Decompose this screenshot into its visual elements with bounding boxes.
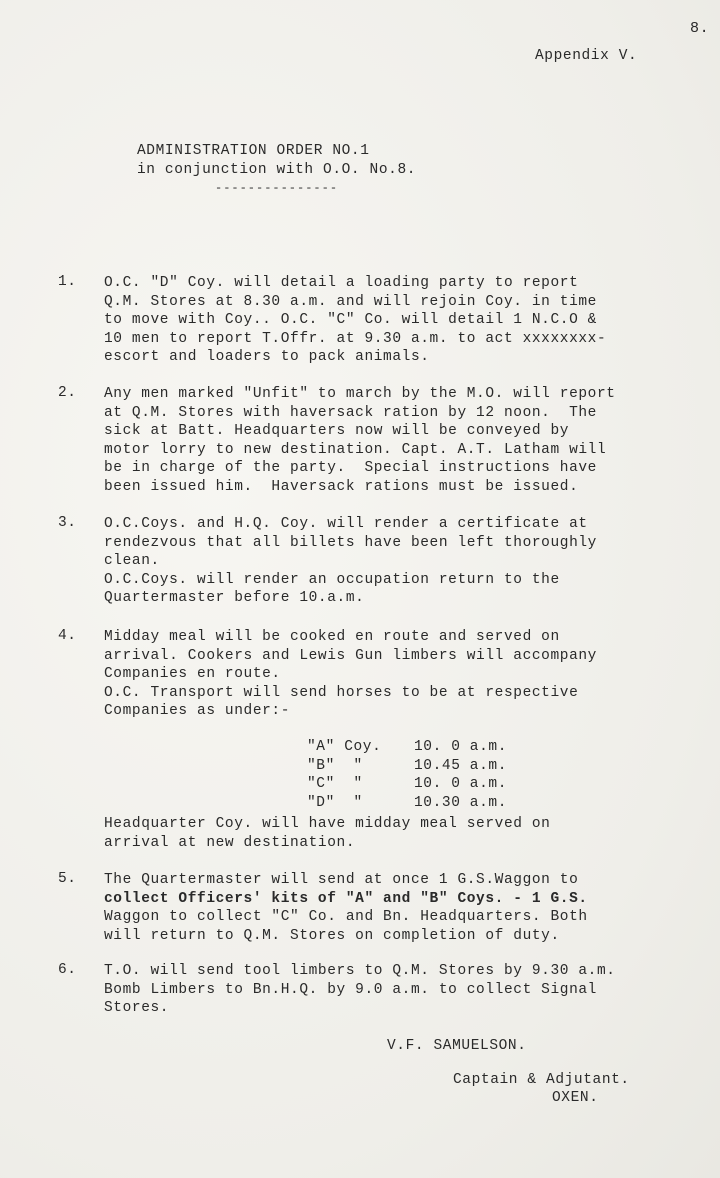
paragraph-line: been issued him. Haversack rations must be issued. — [104, 478, 579, 495]
paragraph-line: motor lorry to new destination. Capt. A.T. Latham will — [104, 441, 607, 458]
signatory-name: V.F. SAMUELSON. — [387, 1038, 527, 1054]
signatory-title: Captain & Adjutant. — [453, 1072, 630, 1088]
paragraph-line: Companies as under:- — [104, 703, 291, 719]
paragraph-line: to move with Coy.. O.C. "C" Co. will detail 1 N.C.O & — [104, 312, 597, 328]
paragraph-line: Stores. — [104, 1000, 170, 1016]
table-row — [307, 757, 507, 776]
time-cell: 10.45 a.m. — [414, 757, 508, 774]
order-title: ADMINISTRATION ORDER NO.1 — [137, 143, 370, 159]
signatory-unit: OXEN. — [552, 1090, 599, 1106]
paragraph-line: Any men marked "Unfit" to march by the M.O. will report — [104, 386, 616, 402]
paragraph-line: O.C.Coys. will render an occupation return to the — [104, 571, 560, 588]
title-underline: --------------- — [215, 181, 339, 195]
paragraph-number: 3. — [58, 515, 77, 531]
paragraph-number: 4. — [58, 628, 77, 644]
paragraph-number: 5. — [58, 871, 77, 887]
paragraph-number: 1. — [58, 274, 77, 290]
table-row — [307, 738, 507, 757]
paragraph-line: will return to Q.M. Stores on completion of duty. — [104, 927, 560, 944]
paragraph-line: Q.M. Stores at 8.30 a.m. and will rejoin Coy. in time — [104, 293, 597, 310]
company-cell: "B" " — [307, 757, 363, 774]
company-cell: "C" " — [307, 776, 363, 792]
paragraph-line: Headquarter Coy. will have midday meal served on — [104, 816, 551, 832]
paragraph-line: O.C. "D" Coy. will detail a loading party to report — [104, 275, 579, 291]
horse-schedule-table — [307, 738, 507, 812]
paragraph-line: Bomb Limbers to Bn.H.Q. by 9.0 a.m. to collect Signal — [104, 981, 597, 998]
paragraph-line: O.C.Coys. and H.Q. Coy. will render a certificate at — [104, 516, 588, 532]
company-cell: "A" Coy. — [307, 739, 382, 755]
paragraph-line: clean. — [104, 553, 160, 569]
paragraph-line: rendezvous that all billets have been left thoroughly — [104, 534, 597, 551]
paragraph-line: Midday meal will be cooked en route and served on — [104, 629, 560, 645]
paragraph-line: escort and loaders to pack animals. — [104, 349, 430, 365]
company-cell: "D" " — [307, 794, 363, 811]
paragraph-line: 10 men to report T.Offr. at 9.30 a.m. to act xxxxxxxx- — [104, 330, 607, 347]
paragraph-number: 2. — [58, 385, 77, 401]
page-number: 8. — [690, 20, 710, 37]
paragraph-1 — [104, 274, 606, 367]
appendix-label: Appendix V. — [535, 48, 638, 64]
paragraph-2 — [104, 385, 616, 496]
order-subtitle: in conjunction with O.O. No.8. — [137, 162, 417, 178]
paragraph-line: Waggon to collect "C" Co. and Bn. Headquarters. Both — [104, 909, 588, 925]
table-row — [307, 794, 507, 813]
paragraph-line: T.O. will send tool limbers to Q.M. Stores by 9.30 a.m. — [104, 963, 616, 979]
paragraph-line: arrival. Cookers and Lewis Gun limbers will accompany — [104, 647, 597, 664]
time-cell: 10.30 a.m. — [414, 794, 508, 811]
paragraph-5 — [104, 871, 588, 945]
paragraph-6 — [104, 962, 616, 1018]
paragraph-4 — [104, 628, 597, 721]
paragraph-line: The Quartermaster will send at once 1 G.S.Waggon to — [104, 872, 579, 888]
paragraph-number: 6. — [58, 962, 77, 978]
paragraph-line: collect Officers' kits of "A" and "B" Coys. - 1 G.S. — [104, 890, 588, 907]
paragraph-line: arrival at new destination. — [104, 834, 356, 851]
time-cell: 10. 0 a.m. — [414, 776, 508, 792]
paragraph-line: at Q.M. Stores with haversack ration by 12 noon. The — [104, 404, 597, 421]
paragraph-line: be in charge of the party. Special instructions have — [104, 460, 597, 476]
paragraph-4-continuation — [104, 815, 550, 852]
paragraph-line: Companies en route. — [104, 666, 281, 682]
table-row — [307, 775, 507, 794]
paragraph-line: O.C. Transport will send horses to be at respective — [104, 684, 579, 701]
paragraph-3 — [104, 515, 597, 608]
paragraph-line: Quartermaster before 10.a.m. — [104, 590, 365, 606]
paragraph-line: sick at Batt. Headquarters now will be conveyed by — [104, 423, 570, 439]
time-cell: 10. 0 a.m. — [414, 739, 508, 755]
